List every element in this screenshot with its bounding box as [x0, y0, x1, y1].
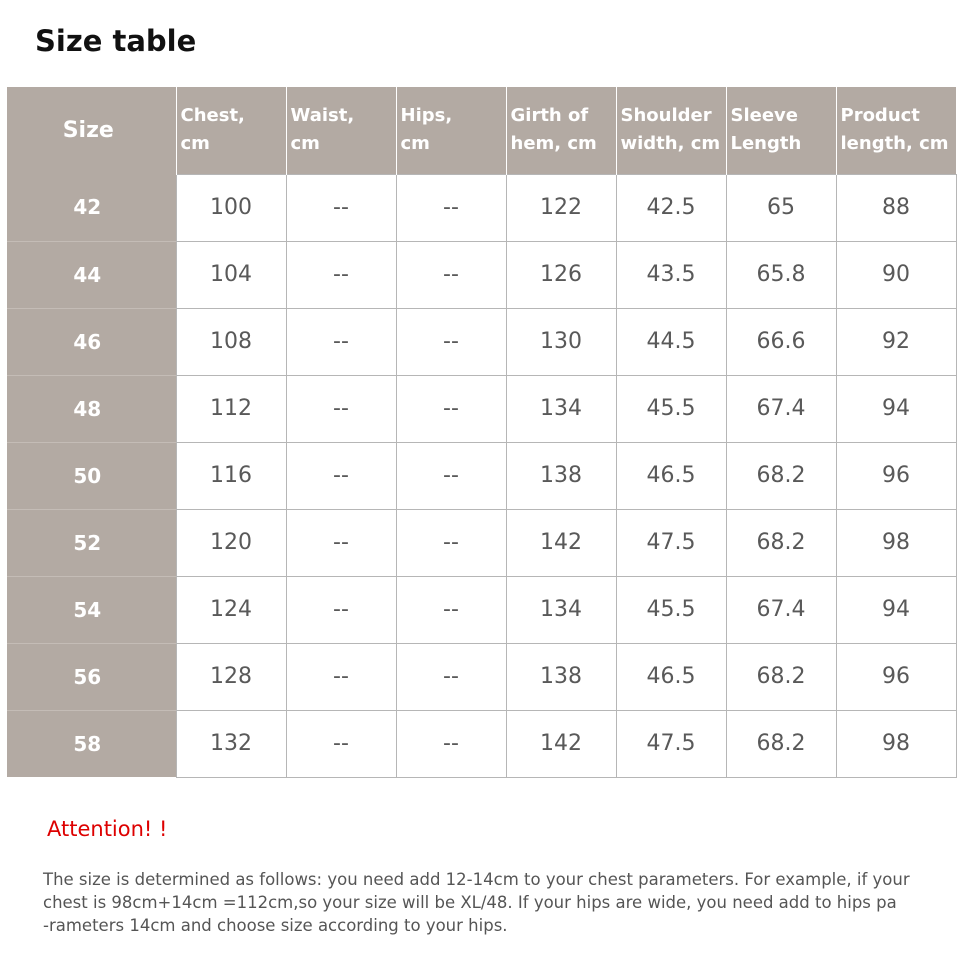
hem-girth-cell: 138 [506, 643, 616, 710]
table-row [7, 174, 956, 241]
waist-cell: -- [286, 576, 396, 643]
product-length-cell: 94 [836, 375, 956, 442]
size-cell: 44 [7, 241, 176, 308]
sleeve-length-cell: 68.2 [726, 710, 836, 777]
chest-cell: 120 [176, 509, 286, 576]
size-cell: 56 [7, 643, 176, 710]
note-line: -rameters 14cm and choose size according to your hips. [43, 916, 508, 935]
hips-cell: -- [396, 174, 506, 241]
note-line: chest is 98cm+14cm =112cm,so your size will be XL/48. If your hips are wide, you need add to hips pa [43, 893, 897, 912]
size-cell: 52 [7, 509, 176, 576]
chest-cell: 124 [176, 576, 286, 643]
waist-cell: -- [286, 174, 396, 241]
table-row [7, 308, 956, 375]
product-length-cell: 92 [836, 308, 956, 375]
size-cell: 50 [7, 442, 176, 509]
chest-cell: 128 [176, 643, 286, 710]
waist-cell: -- [286, 308, 396, 375]
header-line: hem, cm [510, 133, 597, 155]
size-cell: 42 [7, 174, 176, 241]
hem-girth-cell: 130 [506, 308, 616, 375]
shoulder-width-cell: 47.5 [616, 710, 726, 777]
header-size-label: Size [62, 117, 114, 143]
product-length-cell: 98 [836, 710, 956, 777]
chest-cell: 112 [176, 375, 286, 442]
table-row [7, 576, 956, 643]
header-product-length [836, 87, 956, 174]
table-row [7, 643, 956, 710]
sleeve-length-cell: 67.4 [726, 576, 836, 643]
table-row [7, 375, 956, 442]
waist-cell: -- [286, 643, 396, 710]
chest-cell: 132 [176, 710, 286, 777]
note-line: The size is determined as follows: you need add 12-14cm to your chest parameters. For example, if your [43, 870, 910, 889]
size-cell: 54 [7, 576, 176, 643]
hips-cell: -- [396, 710, 506, 777]
sleeve-length-cell: 68.2 [726, 643, 836, 710]
waist-cell: -- [286, 442, 396, 509]
header-line: Product [840, 105, 920, 127]
product-length-cell: 94 [836, 576, 956, 643]
header-line: length, cm [840, 133, 949, 155]
shoulder-width-cell: 43.5 [616, 241, 726, 308]
sleeve-length-cell: 65.8 [726, 241, 836, 308]
attention-heading: Attention! ! [47, 817, 168, 841]
size-cell: 58 [7, 710, 176, 777]
header-line: cm [180, 133, 210, 155]
shoulder-width-cell: 44.5 [616, 308, 726, 375]
header-line: cm [290, 133, 320, 155]
sleeve-length-cell: 68.2 [726, 442, 836, 509]
page-title: Size table [35, 24, 197, 58]
size-cell: 46 [7, 308, 176, 375]
sleeve-length-cell: 66.6 [726, 308, 836, 375]
table-row [7, 241, 956, 308]
shoulder-width-cell: 45.5 [616, 576, 726, 643]
header-line: Shoulder [620, 105, 712, 127]
header-waist [286, 87, 396, 174]
shoulder-width-cell: 46.5 [616, 442, 726, 509]
table-row [7, 442, 956, 509]
hips-cell: -- [396, 241, 506, 308]
hem-girth-cell: 134 [506, 375, 616, 442]
size-table [7, 87, 957, 778]
hem-girth-cell: 142 [506, 509, 616, 576]
sleeve-length-cell: 65 [726, 174, 836, 241]
header-hips [396, 87, 506, 174]
hem-girth-cell: 126 [506, 241, 616, 308]
header-girth-of-hem [506, 87, 616, 174]
hips-cell: -- [396, 308, 506, 375]
product-length-cell: 98 [836, 509, 956, 576]
sleeve-length-cell: 67.4 [726, 375, 836, 442]
header-line: width, cm [620, 133, 721, 155]
hips-cell: -- [396, 375, 506, 442]
shoulder-width-cell: 47.5 [616, 509, 726, 576]
chest-cell: 100 [176, 174, 286, 241]
hips-cell: -- [396, 576, 506, 643]
hem-girth-cell: 122 [506, 174, 616, 241]
hem-girth-cell: 142 [506, 710, 616, 777]
waist-cell: -- [286, 710, 396, 777]
header-shoulder-width [616, 87, 726, 174]
shoulder-width-cell: 42.5 [616, 174, 726, 241]
header-line: Sleeve [730, 105, 798, 127]
waist-cell: -- [286, 375, 396, 442]
table-row [7, 509, 956, 576]
hem-girth-cell: 134 [506, 576, 616, 643]
hips-cell: -- [396, 509, 506, 576]
header-line: Waist, [290, 105, 355, 127]
shoulder-width-cell: 45.5 [616, 375, 726, 442]
table-header-row [7, 87, 956, 174]
header-line: cm [400, 133, 430, 155]
header-line: Length [730, 133, 802, 155]
product-length-cell: 96 [836, 442, 956, 509]
header-size [7, 87, 176, 174]
hips-cell: -- [396, 442, 506, 509]
hips-cell: -- [396, 643, 506, 710]
header-line: Girth of [510, 105, 589, 127]
size-note [43, 868, 923, 937]
header-chest [176, 87, 286, 174]
product-length-cell: 88 [836, 174, 956, 241]
header-line: Chest, [180, 105, 245, 127]
sleeve-length-cell: 68.2 [726, 509, 836, 576]
chest-cell: 104 [176, 241, 286, 308]
header-line: Hips, [400, 105, 453, 127]
table-row [7, 710, 956, 777]
header-sleeve-length [726, 87, 836, 174]
product-length-cell: 96 [836, 643, 956, 710]
hem-girth-cell: 138 [506, 442, 616, 509]
waist-cell: -- [286, 509, 396, 576]
product-length-cell: 90 [836, 241, 956, 308]
shoulder-width-cell: 46.5 [616, 643, 726, 710]
chest-cell: 116 [176, 442, 286, 509]
waist-cell: -- [286, 241, 396, 308]
size-cell: 48 [7, 375, 176, 442]
chest-cell: 108 [176, 308, 286, 375]
